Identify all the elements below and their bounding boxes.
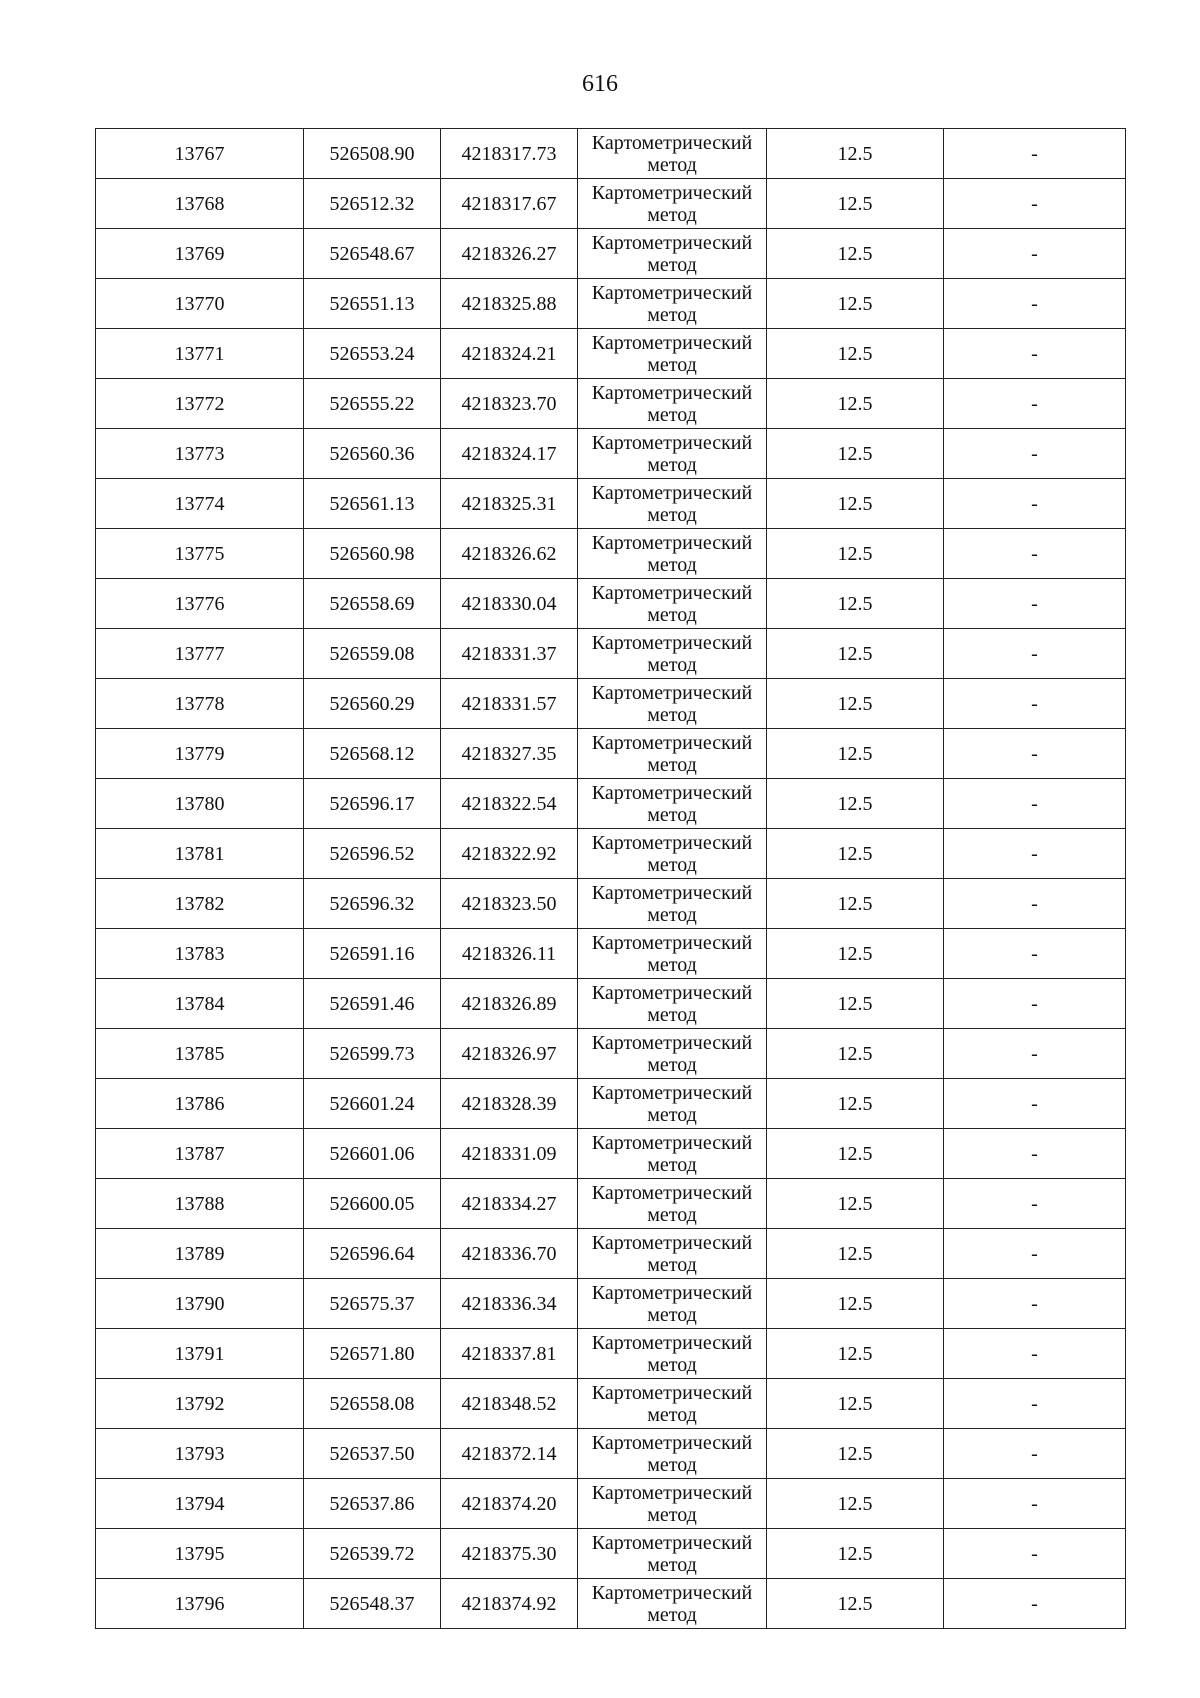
x-coordinate-cell: 526591.16 xyxy=(304,929,441,979)
point-number-cell: 13777 xyxy=(96,629,304,679)
method-cell xyxy=(578,1579,767,1629)
table-row xyxy=(96,729,1126,779)
y-coordinate-cell: 4218336.34 xyxy=(441,1279,578,1329)
note-cell: - xyxy=(944,729,1126,779)
method-cell xyxy=(578,129,767,179)
method-line-1: Картометрический xyxy=(591,631,753,654)
y-coordinate-cell: 4218325.31 xyxy=(441,479,578,529)
table-row xyxy=(96,979,1126,1029)
table-row xyxy=(96,529,1126,579)
note-cell: - xyxy=(944,1479,1126,1529)
accuracy-cell: 12.5 xyxy=(767,1479,944,1529)
table-row xyxy=(96,679,1126,729)
point-number-cell: 13778 xyxy=(96,679,304,729)
method-line-1: Картометрический xyxy=(591,1131,753,1154)
method-line-2: метод xyxy=(647,403,697,426)
x-coordinate-cell: 526508.90 xyxy=(304,129,441,179)
point-number-cell: 13779 xyxy=(96,729,304,779)
table-row xyxy=(96,479,1126,529)
accuracy-cell: 12.5 xyxy=(767,179,944,229)
accuracy-cell: 12.5 xyxy=(767,579,944,629)
method-cell xyxy=(578,679,767,729)
point-number-cell: 13785 xyxy=(96,1029,304,1079)
accuracy-cell: 12.5 xyxy=(767,979,944,1029)
x-coordinate-cell: 526571.80 xyxy=(304,1329,441,1379)
point-number-cell: 13792 xyxy=(96,1379,304,1429)
point-number-cell: 13795 xyxy=(96,1529,304,1579)
table-row xyxy=(96,1079,1126,1129)
note-cell: - xyxy=(944,1579,1126,1629)
table-row xyxy=(96,829,1126,879)
point-number-cell: 13787 xyxy=(96,1129,304,1179)
point-number-cell: 13768 xyxy=(96,179,304,229)
method-line-2: метод xyxy=(647,303,697,326)
x-coordinate-cell: 526601.24 xyxy=(304,1079,441,1129)
method-line-2: метод xyxy=(647,203,697,226)
x-coordinate-cell: 526558.08 xyxy=(304,1379,441,1429)
x-coordinate-cell: 526537.86 xyxy=(304,1479,441,1529)
method-line-1: Картометрический xyxy=(591,1331,753,1354)
accuracy-cell: 12.5 xyxy=(767,1379,944,1429)
note-cell: - xyxy=(944,229,1126,279)
y-coordinate-cell: 4218327.35 xyxy=(441,729,578,779)
note-cell: - xyxy=(944,379,1126,429)
point-number-cell: 13784 xyxy=(96,979,304,1029)
x-coordinate-cell: 526537.50 xyxy=(304,1429,441,1479)
table-row xyxy=(96,279,1126,329)
accuracy-cell: 12.5 xyxy=(767,229,944,279)
table-row xyxy=(96,379,1126,429)
accuracy-cell: 12.5 xyxy=(767,429,944,479)
point-number-cell: 13786 xyxy=(96,1079,304,1129)
note-cell: - xyxy=(944,129,1126,179)
y-coordinate-cell: 4218326.97 xyxy=(441,1029,578,1079)
y-coordinate-cell: 4218348.52 xyxy=(441,1379,578,1429)
method-line-1: Картометрический xyxy=(591,781,753,804)
x-coordinate-cell: 526512.32 xyxy=(304,179,441,229)
method-line-2: метод xyxy=(647,903,697,926)
method-line-2: метод xyxy=(647,253,697,276)
method-line-2: метод xyxy=(647,1153,697,1176)
note-cell: - xyxy=(944,679,1126,729)
point-number-cell: 13771 xyxy=(96,329,304,379)
note-cell: - xyxy=(944,879,1126,929)
y-coordinate-cell: 4218322.54 xyxy=(441,779,578,829)
x-coordinate-cell: 526553.24 xyxy=(304,329,441,379)
method-cell xyxy=(578,1179,767,1229)
point-number-cell: 13775 xyxy=(96,529,304,579)
point-number-cell: 13769 xyxy=(96,229,304,279)
method-cell xyxy=(578,279,767,329)
table-row xyxy=(96,779,1126,829)
table-row xyxy=(96,929,1126,979)
y-coordinate-cell: 4218372.14 xyxy=(441,1429,578,1479)
accuracy-cell: 12.5 xyxy=(767,1529,944,1579)
table-row xyxy=(96,329,1126,379)
method-cell xyxy=(578,479,767,529)
x-coordinate-cell: 526596.64 xyxy=(304,1229,441,1279)
method-line-1: Картометрический xyxy=(591,681,753,704)
accuracy-cell: 12.5 xyxy=(767,279,944,329)
method-line-1: Картометрический xyxy=(591,931,753,954)
accuracy-cell: 12.5 xyxy=(767,729,944,779)
y-coordinate-cell: 4218374.92 xyxy=(441,1579,578,1629)
table-row xyxy=(96,1279,1126,1329)
method-cell xyxy=(578,879,767,929)
note-cell: - xyxy=(944,1379,1126,1429)
y-coordinate-cell: 4218317.67 xyxy=(441,179,578,229)
method-line-1: Картометрический xyxy=(591,1031,753,1054)
point-number-cell: 13773 xyxy=(96,429,304,479)
method-line-2: метод xyxy=(647,1303,697,1326)
point-number-cell: 13789 xyxy=(96,1229,304,1279)
y-coordinate-cell: 4218375.30 xyxy=(441,1529,578,1579)
accuracy-cell: 12.5 xyxy=(767,379,944,429)
method-line-2: метод xyxy=(647,603,697,626)
table-row xyxy=(96,429,1126,479)
point-number-cell: 13790 xyxy=(96,1279,304,1329)
accuracy-cell: 12.5 xyxy=(767,929,944,979)
method-cell xyxy=(578,229,767,279)
x-coordinate-cell: 526568.12 xyxy=(304,729,441,779)
method-cell xyxy=(578,1129,767,1179)
method-cell xyxy=(578,729,767,779)
table-row xyxy=(96,129,1126,179)
method-line-1: Картометрический xyxy=(591,1581,753,1604)
method-line-1: Картометрический xyxy=(591,281,753,304)
point-number-cell: 13794 xyxy=(96,1479,304,1529)
x-coordinate-cell: 526600.05 xyxy=(304,1179,441,1229)
method-line-1: Картометрический xyxy=(591,581,753,604)
accuracy-cell: 12.5 xyxy=(767,1029,944,1079)
note-cell: - xyxy=(944,1279,1126,1329)
method-line-2: метод xyxy=(647,1603,697,1626)
y-coordinate-cell: 4218328.39 xyxy=(441,1079,578,1129)
method-cell xyxy=(578,929,767,979)
method-line-1: Картометрический xyxy=(591,431,753,454)
point-number-cell: 13776 xyxy=(96,579,304,629)
accuracy-cell: 12.5 xyxy=(767,1579,944,1629)
method-line-2: метод xyxy=(647,953,697,976)
point-number-cell: 13783 xyxy=(96,929,304,979)
table-row xyxy=(96,1229,1126,1279)
x-coordinate-cell: 526551.13 xyxy=(304,279,441,329)
accuracy-cell: 12.5 xyxy=(767,529,944,579)
x-coordinate-cell: 526596.52 xyxy=(304,829,441,879)
accuracy-cell: 12.5 xyxy=(767,1129,944,1179)
method-cell xyxy=(578,529,767,579)
note-cell: - xyxy=(944,779,1126,829)
x-coordinate-cell: 526591.46 xyxy=(304,979,441,1029)
accuracy-cell: 12.5 xyxy=(767,779,944,829)
y-coordinate-cell: 4218331.57 xyxy=(441,679,578,729)
table-row xyxy=(96,229,1126,279)
method-cell xyxy=(578,1229,767,1279)
note-cell: - xyxy=(944,829,1126,879)
method-line-1: Картометрический xyxy=(591,331,753,354)
accuracy-cell: 12.5 xyxy=(767,829,944,879)
method-line-2: метод xyxy=(647,653,697,676)
method-line-2: метод xyxy=(647,803,697,826)
table-row xyxy=(96,1529,1126,1579)
method-cell xyxy=(578,629,767,679)
y-coordinate-cell: 4218324.17 xyxy=(441,429,578,479)
table-row xyxy=(96,1479,1126,1529)
note-cell: - xyxy=(944,279,1126,329)
method-cell xyxy=(578,579,767,629)
note-cell: - xyxy=(944,929,1126,979)
note-cell: - xyxy=(944,479,1126,529)
method-cell xyxy=(578,1329,767,1379)
method-line-1: Картометрический xyxy=(591,1531,753,1554)
point-number-cell: 13796 xyxy=(96,1579,304,1629)
method-line-1: Картометрический xyxy=(591,531,753,554)
point-number-cell: 13767 xyxy=(96,129,304,179)
accuracy-cell: 12.5 xyxy=(767,1279,944,1329)
note-cell: - xyxy=(944,329,1126,379)
table-row xyxy=(96,1029,1126,1079)
method-cell xyxy=(578,1279,767,1329)
note-cell: - xyxy=(944,429,1126,479)
accuracy-cell: 12.5 xyxy=(767,1179,944,1229)
point-number-cell: 13782 xyxy=(96,879,304,929)
method-line-1: Картометрический xyxy=(591,1481,753,1504)
point-number-cell: 13772 xyxy=(96,379,304,429)
table-row xyxy=(96,1179,1126,1229)
note-cell: - xyxy=(944,1179,1126,1229)
method-line-2: метод xyxy=(647,553,697,576)
y-coordinate-cell: 4218323.70 xyxy=(441,379,578,429)
x-coordinate-cell: 526599.73 xyxy=(304,1029,441,1079)
method-cell xyxy=(578,1529,767,1579)
method-line-2: метод xyxy=(647,153,697,176)
x-coordinate-cell: 526539.72 xyxy=(304,1529,441,1579)
x-coordinate-cell: 526555.22 xyxy=(304,379,441,429)
accuracy-cell: 12.5 xyxy=(767,329,944,379)
y-coordinate-cell: 4218331.37 xyxy=(441,629,578,679)
note-cell: - xyxy=(944,1329,1126,1379)
method-line-2: метод xyxy=(647,703,697,726)
table-row xyxy=(96,1429,1126,1479)
table-row xyxy=(96,179,1126,229)
table-row xyxy=(96,1379,1126,1429)
table-row xyxy=(96,1579,1126,1629)
y-coordinate-cell: 4218334.27 xyxy=(441,1179,578,1229)
accuracy-cell: 12.5 xyxy=(767,1229,944,1279)
page-number: 616 xyxy=(582,71,618,97)
accuracy-cell: 12.5 xyxy=(767,1429,944,1479)
coordinates-table xyxy=(95,128,1126,1629)
point-number-cell: 13788 xyxy=(96,1179,304,1229)
point-number-cell: 13770 xyxy=(96,279,304,329)
x-coordinate-cell: 526560.36 xyxy=(304,429,441,479)
note-cell: - xyxy=(944,979,1126,1029)
note-cell: - xyxy=(944,179,1126,229)
method-line-2: метод xyxy=(647,1553,697,1576)
y-coordinate-cell: 4218337.81 xyxy=(441,1329,578,1379)
method-line-2: метод xyxy=(647,353,697,376)
method-line-1: Картометрический xyxy=(591,1081,753,1104)
y-coordinate-cell: 4218336.70 xyxy=(441,1229,578,1279)
method-line-1: Картометрический xyxy=(591,831,753,854)
method-cell xyxy=(578,379,767,429)
method-cell xyxy=(578,429,767,479)
table-row xyxy=(96,1129,1126,1179)
y-coordinate-cell: 4218325.88 xyxy=(441,279,578,329)
x-coordinate-cell: 526596.17 xyxy=(304,779,441,829)
method-cell xyxy=(578,1079,767,1129)
note-cell: - xyxy=(944,579,1126,629)
y-coordinate-cell: 4218330.04 xyxy=(441,579,578,629)
x-coordinate-cell: 526560.29 xyxy=(304,679,441,729)
y-coordinate-cell: 4218324.21 xyxy=(441,329,578,379)
method-line-1: Картометрический xyxy=(591,1181,753,1204)
point-number-cell: 13793 xyxy=(96,1429,304,1479)
note-cell: - xyxy=(944,1429,1126,1479)
method-cell xyxy=(578,1379,767,1429)
y-coordinate-cell: 4218374.20 xyxy=(441,1479,578,1529)
note-cell: - xyxy=(944,1029,1126,1079)
method-cell xyxy=(578,1429,767,1479)
method-line-2: метод xyxy=(647,1503,697,1526)
method-line-1: Картометрический xyxy=(591,881,753,904)
point-number-cell: 13780 xyxy=(96,779,304,829)
y-coordinate-cell: 4218331.09 xyxy=(441,1129,578,1179)
method-line-1: Картометрический xyxy=(591,1431,753,1454)
accuracy-cell: 12.5 xyxy=(767,129,944,179)
method-line-1: Картометрический xyxy=(591,1281,753,1304)
method-cell xyxy=(578,979,767,1029)
method-line-2: метод xyxy=(647,1103,697,1126)
y-coordinate-cell: 4218322.92 xyxy=(441,829,578,879)
note-cell: - xyxy=(944,629,1126,679)
accuracy-cell: 12.5 xyxy=(767,629,944,679)
method-line-2: метод xyxy=(647,753,697,776)
method-line-2: метод xyxy=(647,453,697,476)
note-cell: - xyxy=(944,529,1126,579)
x-coordinate-cell: 526559.08 xyxy=(304,629,441,679)
method-line-1: Картометрический xyxy=(591,181,753,204)
x-coordinate-cell: 526596.32 xyxy=(304,879,441,929)
accuracy-cell: 12.5 xyxy=(767,1329,944,1379)
accuracy-cell: 12.5 xyxy=(767,1079,944,1129)
y-coordinate-cell: 4218326.62 xyxy=(441,529,578,579)
x-coordinate-cell: 526548.67 xyxy=(304,229,441,279)
method-line-2: метод xyxy=(647,1403,697,1426)
x-coordinate-cell: 526560.98 xyxy=(304,529,441,579)
x-coordinate-cell: 526601.06 xyxy=(304,1129,441,1179)
method-line-1: Картометрический xyxy=(591,1381,753,1404)
x-coordinate-cell: 526575.37 xyxy=(304,1279,441,1329)
point-number-cell: 13781 xyxy=(96,829,304,879)
point-number-cell: 13791 xyxy=(96,1329,304,1379)
note-cell: - xyxy=(944,1229,1126,1279)
table-row xyxy=(96,629,1126,679)
x-coordinate-cell: 526558.69 xyxy=(304,579,441,629)
method-line-1: Картометрический xyxy=(591,381,753,404)
table-row xyxy=(96,579,1126,629)
method-line-2: метод xyxy=(647,1253,697,1276)
accuracy-cell: 12.5 xyxy=(767,879,944,929)
table-row xyxy=(96,1329,1126,1379)
method-line-2: метод xyxy=(647,1453,697,1476)
method-line-1: Картометрический xyxy=(591,231,753,254)
method-line-1: Картометрический xyxy=(591,981,753,1004)
method-line-2: метод xyxy=(647,1353,697,1376)
method-line-2: метод xyxy=(647,1003,697,1026)
method-cell xyxy=(578,179,767,229)
method-line-2: метод xyxy=(647,1203,697,1226)
method-cell xyxy=(578,1479,767,1529)
y-coordinate-cell: 4218326.89 xyxy=(441,979,578,1029)
method-cell xyxy=(578,1029,767,1079)
accuracy-cell: 12.5 xyxy=(767,479,944,529)
point-number-cell: 13774 xyxy=(96,479,304,529)
note-cell: - xyxy=(944,1129,1126,1179)
accuracy-cell: 12.5 xyxy=(767,679,944,729)
coordinates-table-body xyxy=(96,129,1126,1629)
method-line-2: метод xyxy=(647,853,697,876)
method-line-1: Картометрический xyxy=(591,481,753,504)
method-line-2: метод xyxy=(647,503,697,526)
method-cell xyxy=(578,829,767,879)
method-line-1: Картометрический xyxy=(591,131,753,154)
method-cell xyxy=(578,779,767,829)
method-line-1: Картометрический xyxy=(591,731,753,754)
table-row xyxy=(96,879,1126,929)
method-cell xyxy=(578,329,767,379)
x-coordinate-cell: 526561.13 xyxy=(304,479,441,529)
note-cell: - xyxy=(944,1529,1126,1579)
note-cell: - xyxy=(944,1079,1126,1129)
method-line-1: Картометрический xyxy=(591,1231,753,1254)
y-coordinate-cell: 4218317.73 xyxy=(441,129,578,179)
y-coordinate-cell: 4218326.11 xyxy=(441,929,578,979)
y-coordinate-cell: 4218326.27 xyxy=(441,229,578,279)
y-coordinate-cell: 4218323.50 xyxy=(441,879,578,929)
x-coordinate-cell: 526548.37 xyxy=(304,1579,441,1629)
method-line-2: метод xyxy=(647,1053,697,1076)
